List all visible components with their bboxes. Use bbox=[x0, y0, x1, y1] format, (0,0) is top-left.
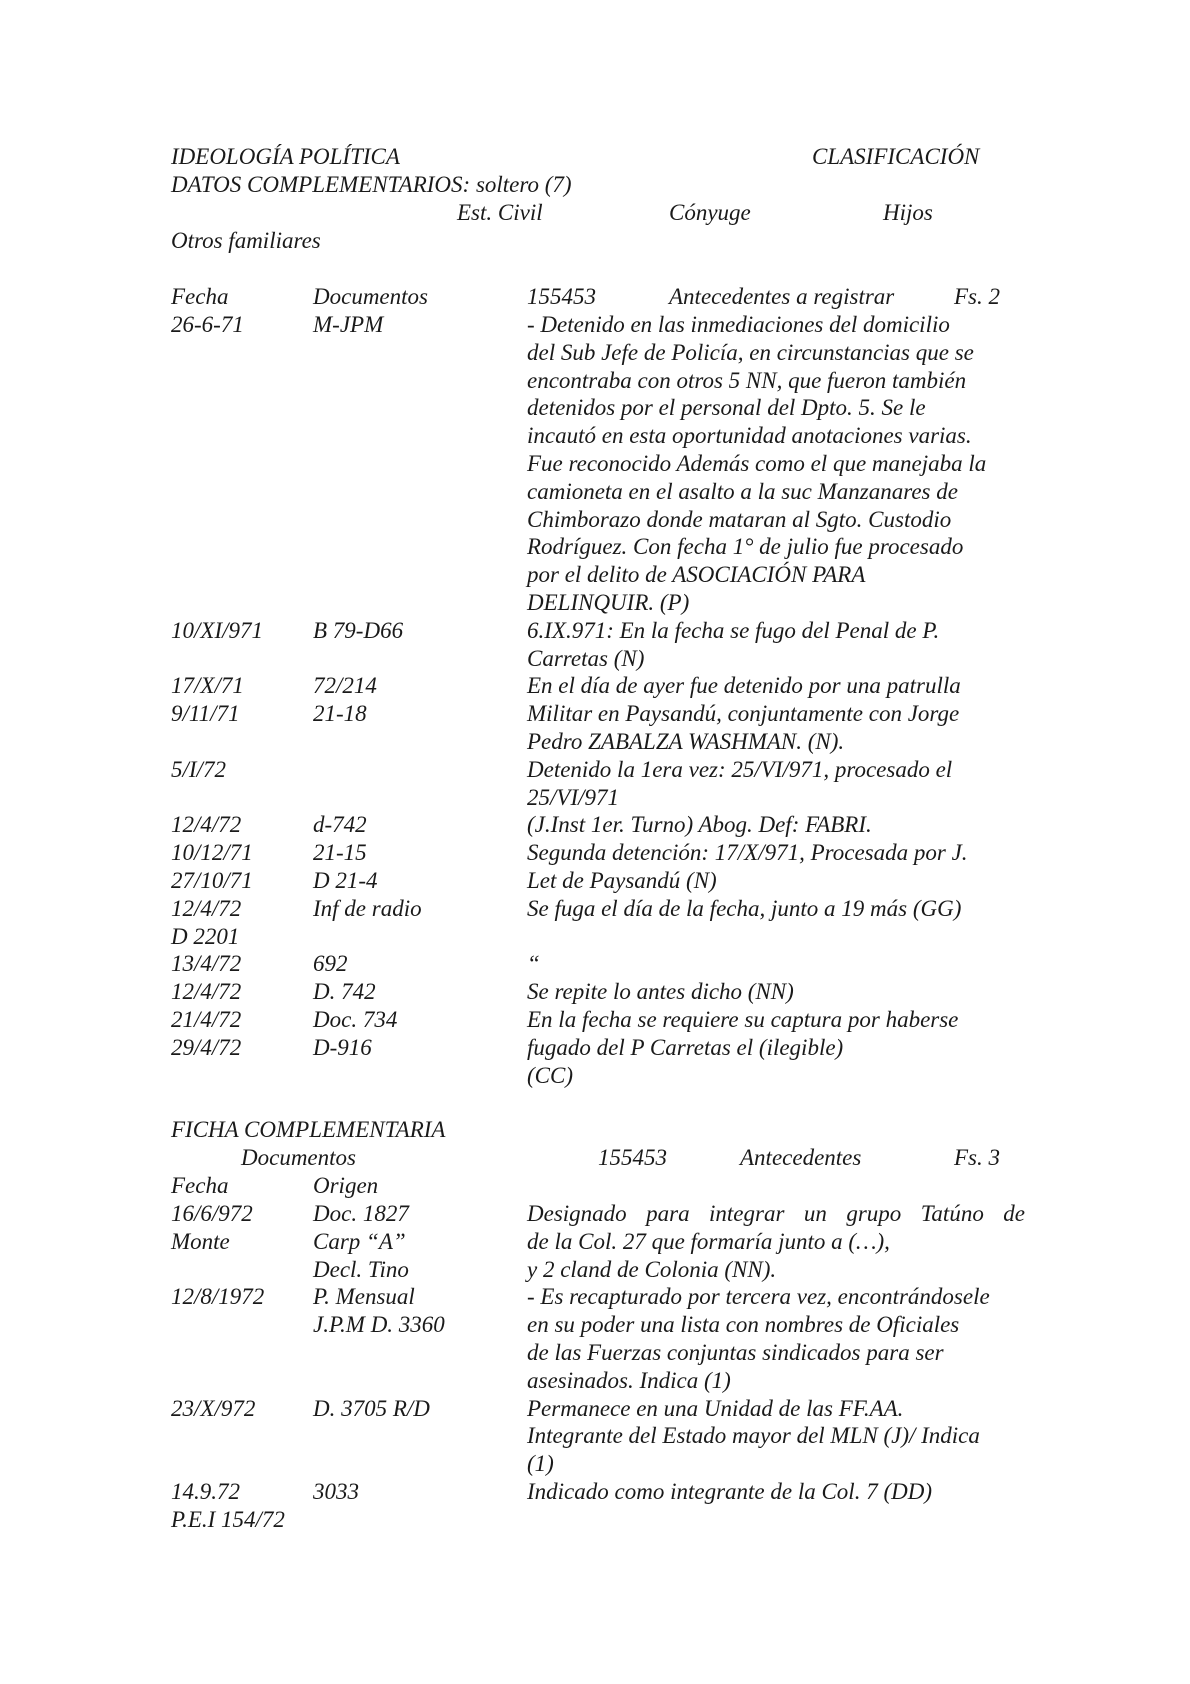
antecedente-cell: - Detenido en las inmediaciones del domicilio bbox=[527, 312, 950, 337]
table-row bbox=[0, 1478, 1190, 1506]
table-row bbox=[0, 1311, 1190, 1339]
table-row bbox=[0, 367, 1190, 395]
conyuge-label: Cónyuge bbox=[669, 200, 751, 225]
table-row bbox=[0, 1395, 1190, 1423]
documento-cell: Decl. Tino bbox=[313, 1257, 409, 1282]
record-number: 155453 bbox=[527, 284, 596, 309]
table-row bbox=[0, 978, 1190, 1006]
fecha-cell: 21/4/72 bbox=[171, 1007, 242, 1032]
antecedente-cell: Carretas (N) bbox=[527, 646, 645, 671]
antecedente-cell: En la fecha se requiere su captura por haberse bbox=[527, 1007, 959, 1032]
fecha-cell: 17/X/71 bbox=[171, 673, 244, 698]
fecha-cell: 12/4/72 bbox=[171, 896, 242, 921]
datos-complementarios-label: DATOS COMPLEMENTARIOS: soltero (7) bbox=[171, 172, 572, 197]
folio-number: Fs. 2 bbox=[954, 284, 1000, 309]
documento-cell: 72/214 bbox=[313, 673, 377, 698]
otros-familiares-label: Otros familiares bbox=[171, 228, 321, 253]
fecha-cell: P.E.I 154/72 bbox=[171, 1507, 285, 1532]
documento-cell: 692 bbox=[313, 951, 348, 976]
antecedente-cell: Segunda detención: 17/X/971, Procesada por J. bbox=[527, 840, 968, 865]
table-row bbox=[0, 1367, 1190, 1395]
antecedente-cell: (1) bbox=[527, 1451, 554, 1476]
table-row bbox=[0, 1062, 1190, 1090]
documento-cell: 21-15 bbox=[313, 840, 367, 865]
fecha-column-header-2: Fecha bbox=[171, 1173, 229, 1198]
antecedente-cell: Rodríguez. Con fecha 1° de julio fue procesado bbox=[527, 534, 964, 559]
fecha-cell: 16/6/972 bbox=[171, 1201, 253, 1226]
hijos-label: Hijos bbox=[883, 200, 933, 225]
table-row bbox=[0, 1228, 1190, 1256]
antecedente-cell: Se fuga el día de la fecha, junto a 19 más (GG) bbox=[527, 896, 962, 921]
antecedentes-column-header: Antecedentes a registrar bbox=[669, 284, 895, 309]
table-row bbox=[0, 311, 1190, 339]
table-row bbox=[0, 923, 1190, 951]
folio-number-2: Fs. 3 bbox=[954, 1145, 1000, 1170]
table-row bbox=[0, 700, 1190, 728]
antecedente-cell: Chimborazo donde mataran al Sgto. Custodio bbox=[527, 507, 952, 532]
antecedente-cell: Indicado como integrante de la Col. 7 (DD) bbox=[527, 1479, 932, 1504]
table-row bbox=[0, 1339, 1190, 1367]
table-row bbox=[0, 728, 1190, 756]
antecedente-cell: “ bbox=[527, 951, 540, 976]
documento-cell: B 79-D66 bbox=[313, 618, 404, 643]
table-row bbox=[0, 589, 1190, 617]
antecedente-cell: incautó en esta oportunidad anotaciones varias. bbox=[527, 423, 972, 448]
antecedente-cell: (J.Inst 1er. Turno) Abog. Def: FABRI. bbox=[527, 812, 872, 837]
antecedente-cell: en su poder una lista con nombres de Oficiales bbox=[527, 1312, 960, 1337]
antecedentes-column-header-2: Antecedentes bbox=[740, 1145, 862, 1170]
antecedente-cell: (CC) bbox=[527, 1063, 573, 1088]
documento-cell: 3033 bbox=[313, 1479, 359, 1504]
antecedente-cell: 6.IX.971: En la fecha se fugo del Penal de P. bbox=[527, 618, 940, 643]
documento-cell: Doc. 734 bbox=[313, 1007, 398, 1032]
ideologia-label: IDEOLOGÍA POLÍTICA bbox=[171, 144, 400, 169]
documento-cell: Carp “A” bbox=[313, 1229, 406, 1254]
documento-cell: D-916 bbox=[313, 1035, 372, 1060]
antecedente-cell: Pedro ZABALZA WASHMAN. (N). bbox=[527, 729, 845, 754]
clasificacion-label: CLASIFICACIÓN bbox=[812, 144, 980, 169]
table-row bbox=[0, 394, 1190, 422]
est-civil-label: Est. Civil bbox=[457, 200, 543, 225]
table-row bbox=[0, 839, 1190, 867]
table-row bbox=[0, 339, 1190, 367]
fecha-cell: 13/4/72 bbox=[171, 951, 242, 976]
record-number-2: 155453 bbox=[598, 1145, 667, 1170]
documento-cell: Inf de radio bbox=[313, 896, 422, 921]
antecedente-cell: fugado del P Carretas el (ilegible) bbox=[527, 1035, 844, 1060]
table-row bbox=[0, 867, 1190, 895]
table-row bbox=[0, 422, 1190, 450]
table-row bbox=[0, 450, 1190, 478]
antecedente-cell: DELINQUIR. (P) bbox=[527, 590, 690, 615]
documento-cell: 21-18 bbox=[313, 701, 367, 726]
antecedente-cell: En el día de ayer fue detenido por una patrulla bbox=[527, 673, 961, 698]
fecha-cell: 10/12/71 bbox=[171, 840, 253, 865]
table-row bbox=[0, 1034, 1190, 1062]
table-row bbox=[0, 895, 1190, 923]
fecha-cell: 23/X/972 bbox=[171, 1396, 256, 1421]
table-row bbox=[0, 784, 1190, 812]
fecha-cell: 14.9.72 bbox=[171, 1479, 240, 1504]
table-row bbox=[0, 506, 1190, 534]
documento-cell: d-742 bbox=[313, 812, 367, 837]
fecha-cell: 27/10/71 bbox=[171, 868, 253, 893]
documento-cell: Doc. 1827 bbox=[313, 1201, 409, 1226]
fecha-cell: 12/8/1972 bbox=[171, 1284, 265, 1309]
fecha-column-header: Fecha bbox=[171, 284, 229, 309]
table-row bbox=[0, 1006, 1190, 1034]
antecedente-cell: de las Fuerzas conjuntas sindicados para ser bbox=[527, 1340, 944, 1365]
fecha-cell: Monte bbox=[171, 1229, 230, 1254]
documento-cell: D 21-4 bbox=[313, 868, 378, 893]
table-row bbox=[0, 533, 1190, 561]
documento-cell: D. 742 bbox=[313, 979, 376, 1004]
table-row bbox=[0, 950, 1190, 978]
antecedente-cell: Fue reconocido Además como el que manejaba la bbox=[527, 451, 987, 476]
antecedente-cell: Se repite lo antes dicho (NN) bbox=[527, 979, 794, 1004]
fecha-cell: D 2201 bbox=[171, 924, 240, 949]
table-row bbox=[0, 1256, 1190, 1284]
table-row bbox=[0, 756, 1190, 784]
table-row bbox=[0, 561, 1190, 589]
table-row bbox=[0, 1506, 1190, 1534]
documento-cell: P. Mensual bbox=[313, 1284, 415, 1309]
fecha-cell: 5/I/72 bbox=[171, 757, 226, 782]
table-row bbox=[0, 478, 1190, 506]
fecha-cell: 10/XI/971 bbox=[171, 618, 263, 643]
table-row bbox=[0, 1450, 1190, 1478]
antecedente-cell: Militar en Paysandú, conjuntamente con Jorge bbox=[527, 701, 960, 726]
table-row bbox=[0, 1283, 1190, 1311]
antecedente-cell: Detenido la 1era vez: 25/VI/971, procesado el bbox=[527, 757, 953, 782]
table-row bbox=[0, 811, 1190, 839]
antecedente-cell: asesinados. Indica (1) bbox=[527, 1368, 731, 1393]
table-row bbox=[0, 1200, 1190, 1228]
fecha-cell: 26-6-71 bbox=[171, 312, 244, 337]
table-row bbox=[0, 645, 1190, 673]
table-row bbox=[0, 617, 1190, 645]
antecedente-cell: detenidos por el personal del Dpto. 5. Se le bbox=[527, 395, 926, 420]
fecha-cell: 12/4/72 bbox=[171, 812, 242, 837]
documento-cell: D. 3705 R/D bbox=[313, 1396, 430, 1421]
documento-cell: J.P.M D. 3360 bbox=[313, 1312, 445, 1337]
antecedente-cell: Integrante del Estado mayor del MLN (J)/ Indica bbox=[527, 1423, 980, 1448]
fecha-cell: 9/11/71 bbox=[171, 701, 240, 726]
fecha-cell: 12/4/72 bbox=[171, 979, 242, 1004]
origen-column-header: Origen bbox=[313, 1173, 379, 1198]
table-row bbox=[0, 1422, 1190, 1450]
ficha-complementaria-title: FICHA COMPLEMENTARIA bbox=[171, 1117, 446, 1142]
documentos-column-header: Documentos bbox=[313, 284, 428, 309]
antecedente-cell: camioneta en el asalto a la suc Manzanares de bbox=[527, 479, 958, 504]
documento-cell: M-JPM bbox=[313, 312, 384, 337]
antecedente-cell: de la Col. 27 que formaría junto a (…), bbox=[527, 1229, 890, 1254]
antecedente-cell: encontraba con otros 5 NN, que fueron también bbox=[527, 368, 967, 393]
documentos-column-header-2: Documentos bbox=[241, 1145, 356, 1170]
antecedente-cell: por el delito de ASOCIACIÓN PARA bbox=[527, 562, 866, 587]
antecedente-cell: y 2 cland de Colonia (NN). bbox=[527, 1257, 777, 1282]
antecedente-cell: 25/VI/971 bbox=[527, 785, 619, 810]
fecha-cell: 29/4/72 bbox=[171, 1035, 242, 1060]
antecedente-cell: Designado para integrar un grupo Tatúno de bbox=[527, 1201, 1025, 1226]
antecedente-cell: Permanece en una Unidad de las FF.AA. bbox=[527, 1396, 904, 1421]
table-row bbox=[0, 672, 1190, 700]
antecedente-cell: - Es recapturado por tercera vez, encontrándosele bbox=[527, 1284, 990, 1309]
antecedente-cell: Let de Paysandú (N) bbox=[527, 868, 717, 893]
antecedente-cell: del Sub Jefe de Policía, en circunstancias que se bbox=[527, 340, 974, 365]
